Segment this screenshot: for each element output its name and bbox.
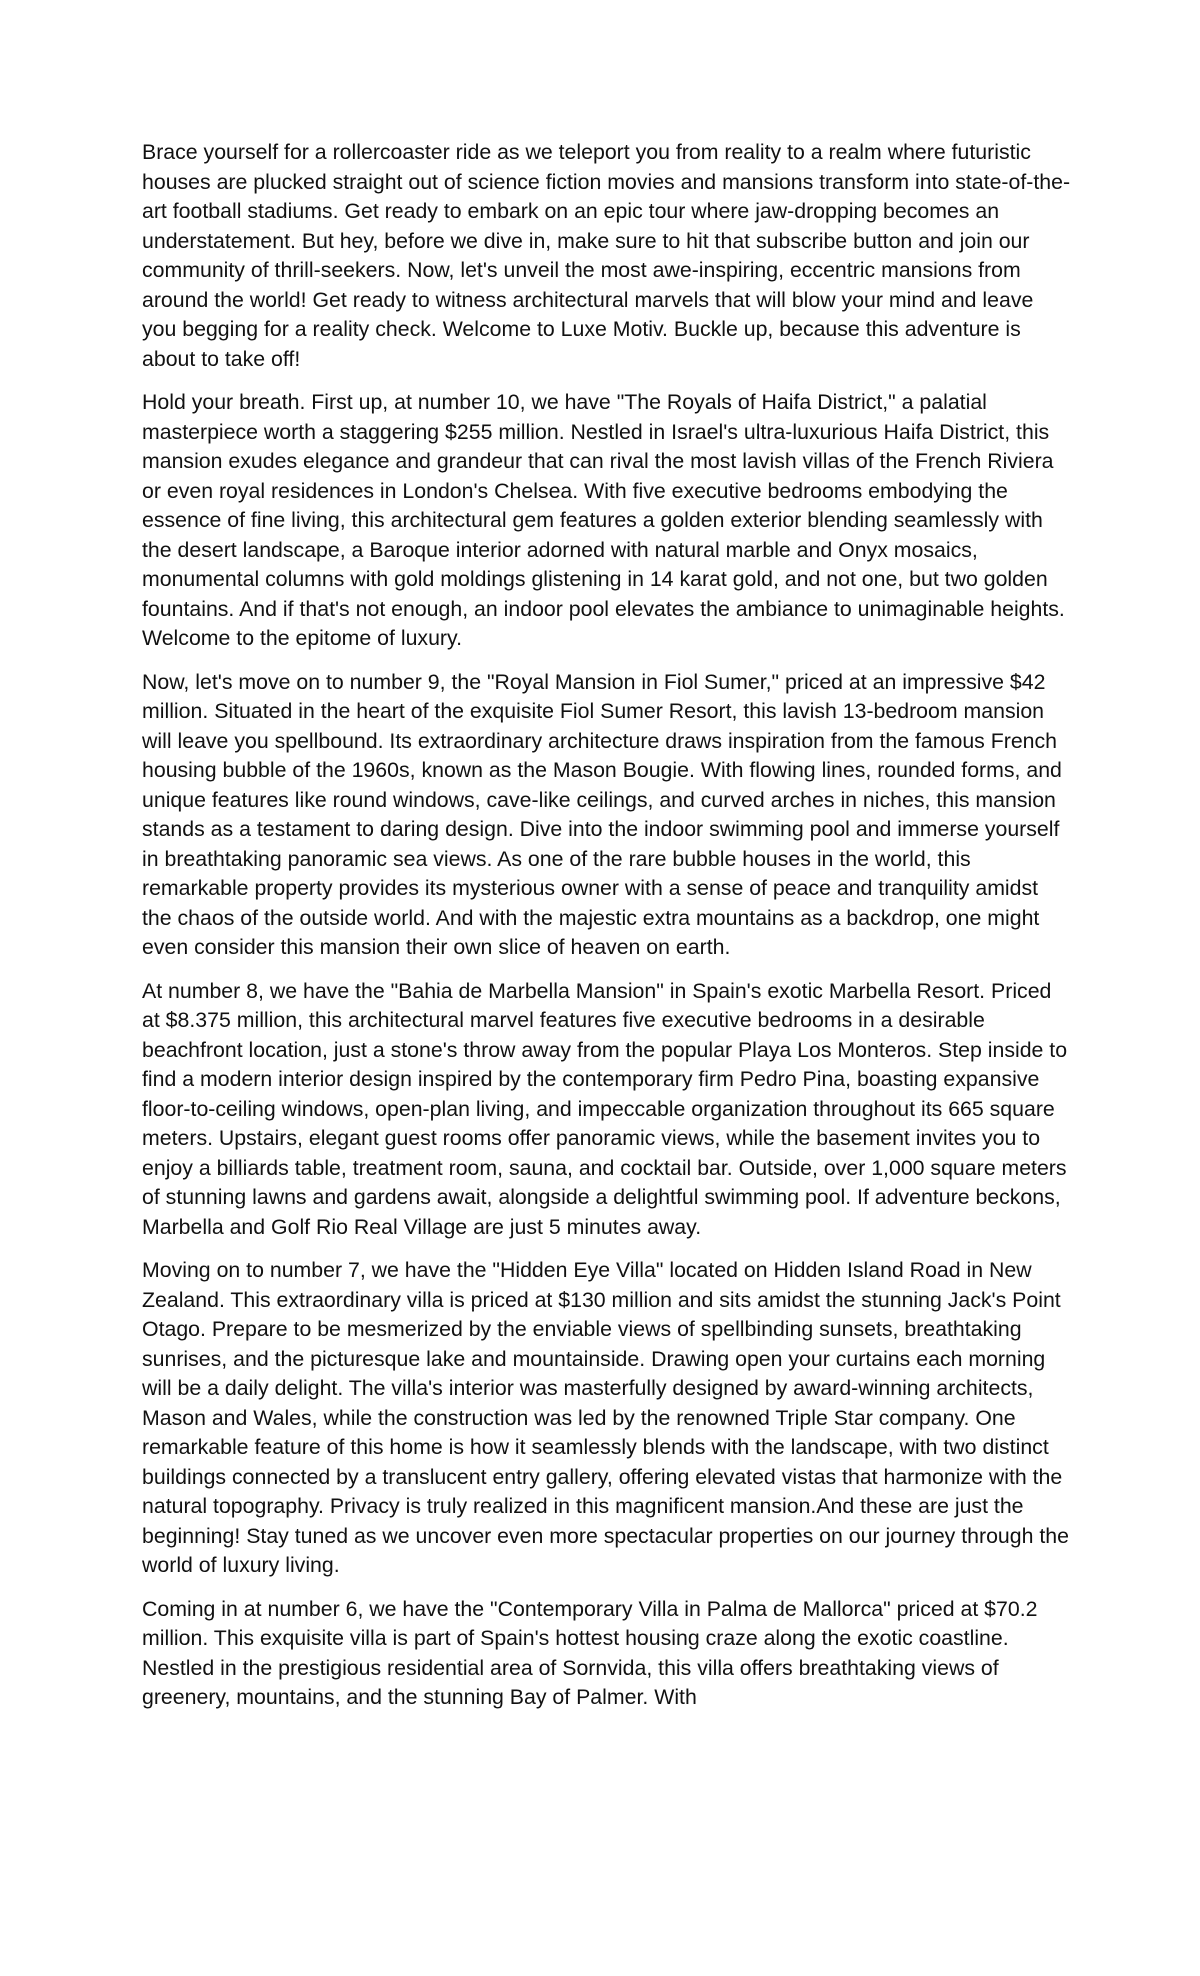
document-page <box>142 138 1072 1727</box>
paragraph-number-9: Now, let's move on to number 9, the "Royal Mansion in Fiol Sumer," priced at an impressive $42 million. Situated in the heart of the exquisite Fiol Sumer Resort, this lavish 13-bedroom mansion will leave you spellbound. Its extraordinary architecture draws inspiration from the famous French housing bubble of the 1960s, known as the Mason Bougie. With flowing lines, rounded forms, and unique features like round windows, cave-like ceilings, and curved arches in niches, this mansion stands as a testament to daring design. Dive into the indoor swimming pool and immerse yourself in breathtaking panoramic sea views. As one of the rare bubble houses in the world, this remarkable property provides its mysterious owner with a sense of peace and tranquility amidst the chaos of the outside world. And with the majestic extra mountains as a backdrop, one might even consider this mansion their own slice of heaven on earth. <box>142 669 1062 959</box>
paragraph-intro: Brace yourself for a rollercoaster ride as we teleport you from reality to a realm where futuristic houses are plucked straight out of science fiction movies and mansions transform into state-of-the-art football stadiums. Get ready to embark on an epic tour where jaw-dropping becomes an understatement. But hey, before we dive in, make sure to hit that subscribe button and join our community of thrill-seekers. Now, let's unveil the most awe-inspiring, eccentric mansions from around the world! Get ready to witness architectural marvels that will blow your mind and leave you begging for a reality check. Welcome to Luxe Motiv. Buckle up, because this adventure is about to take off! <box>142 140 1071 371</box>
paragraph-number-8: At number 8, we have the "Bahia de Marbella Mansion" in Spain's exotic Marbella Resort. Priced at $8.375 million, this architectural marvel features five executive bedrooms in a desirable beachfront location, just a stone's throw away from the popular Playa Los Monteros. Step inside to find a modern interior design inspired by the contemporary firm Pedro Pina, boasting expansive floor-to-ceiling windows, open-plan living, and impeccable organization throughout its 665 square meters. Upstairs, elegant guest rooms offer panoramic views, while the basement invites you to enjoy a billiards table, treatment room, sauna, and cocktail bar. Outside, over 1,000 square meters of stunning lawns and gardens await, alongside a delightful swimming pool. If adventure beckons, Marbella and Golf Rio Real Village are just 5 minutes away. <box>142 978 1068 1239</box>
paragraph-number-10: Hold your breath. First up, at number 10, we have "The Royals of Haifa District," a palatial masterpiece worth a staggering $255 million. Nestled in Israel's ultra-luxurious Haifa District, this mansion exudes elegance and grandeur that can rival the most lavish villas of the French Riviera or even royal residences in London's Chelsea. With five executive bedrooms embodying the essence of fine living, this architectural gem features a golden exterior blending seamlessly with the desert landscape, a Baroque interior adorned with natural marble and Onyx mosaics, monumental columns with gold moldings glistening in 14 karat gold, and not one, but two golden fountains. And if that's not enough, an indoor pool elevates the ambiance to unimaginable heights. Welcome to the epitome of luxury. <box>142 390 1065 650</box>
paragraph-number-7: Moving on to number 7, we have the "Hidden Eye Villa" located on Hidden Island Road in New Zealand. This extraordinary villa is priced at $130 million and sits amidst the stunning Jack's Point Otago. Prepare to be mesmerized by the enviable views of spellbinding sunsets, breathtaking sunrises, and the picturesque lake and mountainside. Drawing open your curtains each morning will be a daily delight. The villa's interior was masterfully designed by award-winning architects, Mason and Wales, while the construction was led by the renowned Triple Star company. One remarkable feature of this home is how it seamlessly blends with the landscape, with two distinct buildings connected by a translucent entry gallery, offering elevated vistas that harmonize with the natural topography. Privacy is truly realized in this magnificent mansion.And these are just the beginning! Stay tuned as we uncover even more spectacular properties on our journey through the world of luxury living. <box>142 1258 1069 1577</box>
paragraph-number-6: Coming in at number 6, we have the "Contemporary Villa in Palma de Mallorca" priced at $70.2 million. This exquisite villa is part of Spain's hottest housing craze along the exotic coastline. Nestled in the prestigious residential area of Sornvida, this villa offers breathtaking views of greenery, mountains, and the stunning Bay of Palmer. With <box>142 1596 1038 1709</box>
